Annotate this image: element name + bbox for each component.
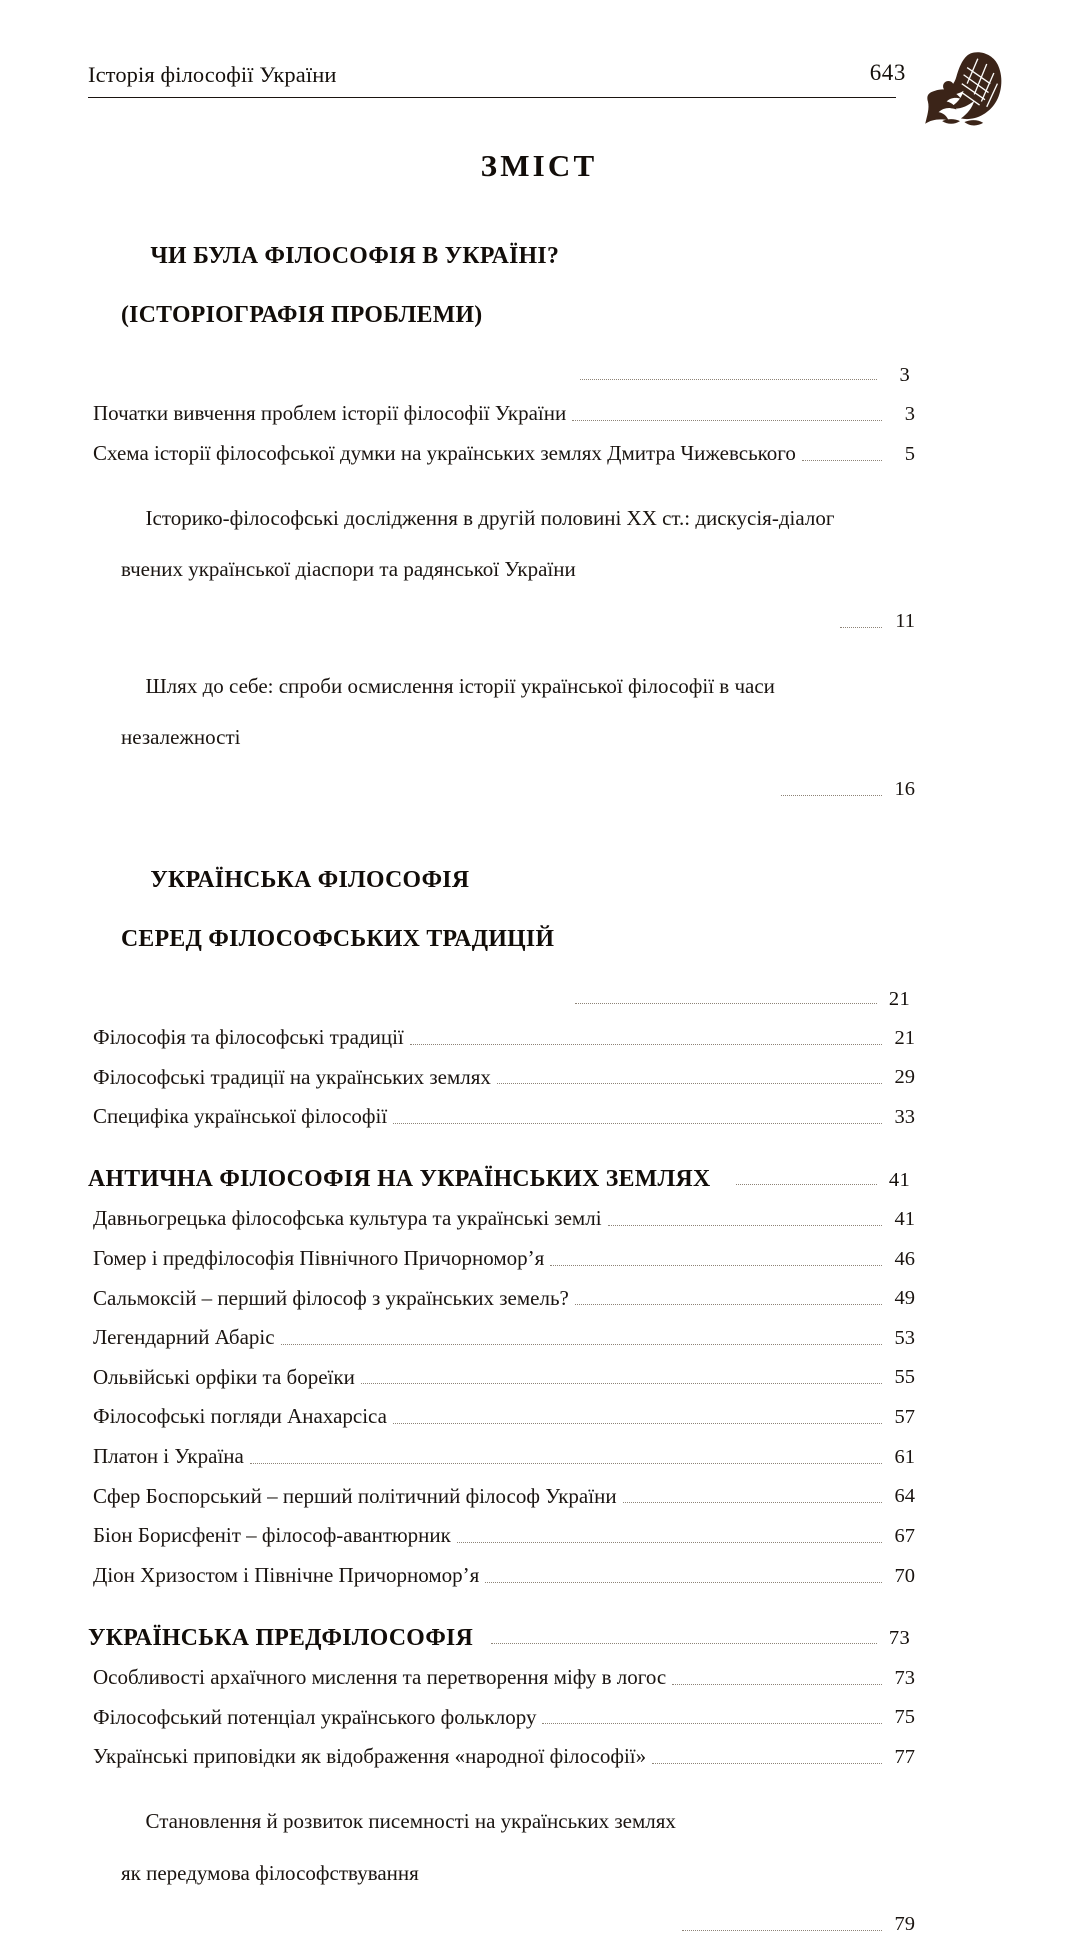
toc-entry[interactable] bbox=[88, 1104, 915, 1130]
toc-entry-label: Становлення й розвиток писемності на українських землях як передумова філософствування bbox=[121, 1809, 676, 1885]
toc-entry-label: Специфіка української філософії bbox=[93, 1104, 388, 1129]
leader-dots bbox=[572, 419, 882, 421]
toc-entry-page: 73 bbox=[894, 1666, 915, 1689]
toc-chapter-entry[interactable] bbox=[88, 836, 910, 1012]
toc-entry[interactable] bbox=[88, 1246, 915, 1272]
toc-entry-page: 79 bbox=[894, 1913, 915, 1936]
toc-entry-page: 70 bbox=[894, 1564, 915, 1587]
toc-entry-label: Легендарний Абаріс bbox=[93, 1325, 275, 1350]
toc-entry-page: 11 bbox=[895, 610, 915, 633]
toc-chapter-label: УКРАЇНСЬКА ФІЛОСОФІЯ СЕРЕД ФІЛОСОФСЬКИХ ТРАДИЦІЙ bbox=[120, 866, 555, 953]
toc-entry-page: 49 bbox=[894, 1287, 915, 1310]
leader-dots bbox=[497, 1082, 882, 1084]
toc-entry-page: 75 bbox=[894, 1706, 915, 1729]
toc-entry-label: Історико-філософські дослідження в другій половині ХХ ст.: дискусія-діалог вчених української діаспори та радянської України bbox=[121, 506, 835, 582]
toc-chapter-entry[interactable] bbox=[88, 1164, 910, 1193]
toc-entry[interactable] bbox=[88, 1563, 915, 1589]
toc-chapter-page: 73 bbox=[888, 1627, 910, 1650]
toc-entry-label: Українські приповідки як відображення «народної філософії» bbox=[93, 1744, 647, 1769]
toc-entry-label: Філософський потенціал українського фольклору bbox=[93, 1704, 537, 1729]
leader-dots bbox=[250, 1462, 882, 1464]
toc-entry[interactable] bbox=[88, 1705, 915, 1731]
toc-entry[interactable] bbox=[88, 1325, 915, 1351]
running-header bbox=[88, 62, 990, 108]
toc-entry-page: 33 bbox=[894, 1106, 915, 1129]
toc-entry-page: 41 bbox=[894, 1208, 915, 1231]
leader-dots bbox=[623, 1501, 882, 1503]
toc-entry-page: 77 bbox=[894, 1745, 915, 1768]
toc-entry-page: 64 bbox=[894, 1485, 915, 1508]
toc-entry[interactable] bbox=[88, 401, 915, 427]
toc-chapter-label: УКРАЇНСЬКА ПРЕДФІЛОСОФІЯ bbox=[88, 1623, 474, 1651]
toc-entry-page: 29 bbox=[894, 1066, 915, 1089]
leader-dots bbox=[575, 1002, 877, 1004]
page-title: ЗМІСТ bbox=[480, 148, 598, 183]
toc-entry-label: Сфер Боспорський – перший політичний філософ України bbox=[93, 1483, 617, 1508]
toc-entry-page: 21 bbox=[894, 1026, 915, 1049]
leader-dots bbox=[393, 1422, 882, 1424]
toc-entry[interactable] bbox=[88, 1065, 915, 1091]
toc-entry-label: Платон і Україна bbox=[93, 1444, 244, 1469]
toc-entry[interactable] bbox=[88, 1025, 915, 1051]
toc-entry-label: Філософія та філософські традиції bbox=[93, 1025, 404, 1050]
toc-entry[interactable] bbox=[88, 1665, 915, 1691]
leader-dots bbox=[672, 1683, 882, 1685]
toc-chapter-entry[interactable] bbox=[88, 1623, 910, 1652]
leader-dots bbox=[608, 1224, 882, 1226]
table-of-contents bbox=[88, 212, 915, 1951]
toc-entry[interactable] bbox=[88, 481, 915, 635]
leader-dots bbox=[580, 378, 877, 380]
toc-entry-label: Шлях до себе: спроби осмислення історії української філософії в часи незалежності bbox=[121, 673, 775, 750]
leader-dots bbox=[652, 1762, 882, 1764]
toc-entry[interactable] bbox=[88, 648, 915, 802]
leader-dots bbox=[736, 1183, 877, 1185]
running-header-title: Історія філософії України bbox=[88, 62, 337, 87]
toc-section bbox=[88, 836, 915, 1130]
leader-dots bbox=[491, 1642, 877, 1644]
toc-entry[interactable] bbox=[88, 1286, 915, 1312]
toc-entry-label: Діон Хризостом і Північне Причорномор’я bbox=[93, 1562, 480, 1587]
toc-entry-page: 55 bbox=[894, 1366, 915, 1389]
leader-dots bbox=[575, 1303, 882, 1305]
leader-dots bbox=[485, 1581, 882, 1583]
toc-chapter-label: ЧИ БУЛА ФІЛОСОФІЯ В УКРАЇНІ? (ІСТОРІОГРАФІЯ ПРОБЛЕМИ) bbox=[120, 242, 560, 329]
leader-dots bbox=[361, 1382, 882, 1384]
toc-chapter-page: 41 bbox=[888, 1168, 910, 1191]
toc-entry[interactable] bbox=[88, 1444, 915, 1470]
leader-dots bbox=[802, 459, 882, 461]
toc-chapter-page: 21 bbox=[888, 987, 910, 1010]
toc-entry-page: 3 bbox=[904, 402, 915, 425]
leader-dots bbox=[393, 1122, 882, 1124]
leader-dots bbox=[457, 1541, 882, 1543]
toc-entry-label: Схема історії філософської думки на українських землях Дмитра Чижевського bbox=[93, 440, 796, 465]
toc-entry-label: Гомер і предфілософія Північного Причорномор’я bbox=[93, 1246, 545, 1271]
toc-entry[interactable] bbox=[88, 441, 915, 467]
toc-entry[interactable] bbox=[88, 1784, 915, 1938]
toc-entry[interactable] bbox=[88, 1206, 915, 1232]
toc-entry-label: Біон Борисфеніт – філософ-авантюрник bbox=[93, 1523, 451, 1548]
toc-chapter-entry[interactable] bbox=[88, 212, 910, 388]
leader-dots bbox=[410, 1043, 882, 1045]
page-number: 643 bbox=[869, 60, 906, 85]
toc-entry-label: Сальмоксій – перший філософ з українських земель? bbox=[93, 1285, 569, 1310]
leader-dots bbox=[682, 1929, 882, 1931]
toc-entry[interactable] bbox=[88, 1744, 915, 1770]
toc-entry-label: Філософські погляди Анахарсіса bbox=[93, 1404, 387, 1429]
toc-entry-label: Філософські традиції на українських землях bbox=[93, 1064, 491, 1089]
toc-entry-page: 5 bbox=[904, 442, 915, 465]
toc-entry-page: 67 bbox=[894, 1524, 915, 1547]
toc-entry-label: Особливості архаїчного мислення та перетворення міфу в логос bbox=[93, 1664, 667, 1689]
toc-chapter-label: АНТИЧНА ФІЛОСОФІЯ НА УКРАЇНСЬКИХ ЗЕМЛЯХ bbox=[88, 1165, 711, 1193]
bird-floral-ornament-icon bbox=[914, 48, 1006, 130]
toc-entry[interactable] bbox=[88, 1484, 915, 1510]
header-rule bbox=[88, 97, 896, 98]
toc-section bbox=[88, 1623, 915, 1938]
leader-dots bbox=[550, 1264, 882, 1266]
leader-dots bbox=[840, 626, 882, 628]
toc-entry[interactable] bbox=[88, 1365, 915, 1391]
toc-entry-label: Ольвійські орфіки та бореїки bbox=[93, 1364, 355, 1389]
toc-entry-page: 46 bbox=[894, 1247, 915, 1270]
toc-entry-page: 57 bbox=[894, 1406, 915, 1429]
leader-dots bbox=[542, 1722, 882, 1724]
toc-chapter-page: 3 bbox=[899, 363, 910, 386]
leader-dots bbox=[781, 794, 882, 796]
toc-entry-page: 61 bbox=[894, 1445, 915, 1468]
toc-entry-label: Давньогрецька філософська культура та українські землі bbox=[93, 1206, 602, 1231]
toc-entry[interactable] bbox=[88, 1523, 915, 1549]
toc-section bbox=[88, 1164, 915, 1588]
toc-entry-page: 16 bbox=[894, 777, 915, 800]
toc-entry[interactable] bbox=[88, 1404, 915, 1430]
toc-entry-page: 53 bbox=[894, 1326, 915, 1349]
leader-dots bbox=[281, 1343, 882, 1345]
toc-section bbox=[88, 212, 915, 802]
toc-entry-label: Початки вивчення проблем історії філософії України bbox=[93, 401, 567, 426]
